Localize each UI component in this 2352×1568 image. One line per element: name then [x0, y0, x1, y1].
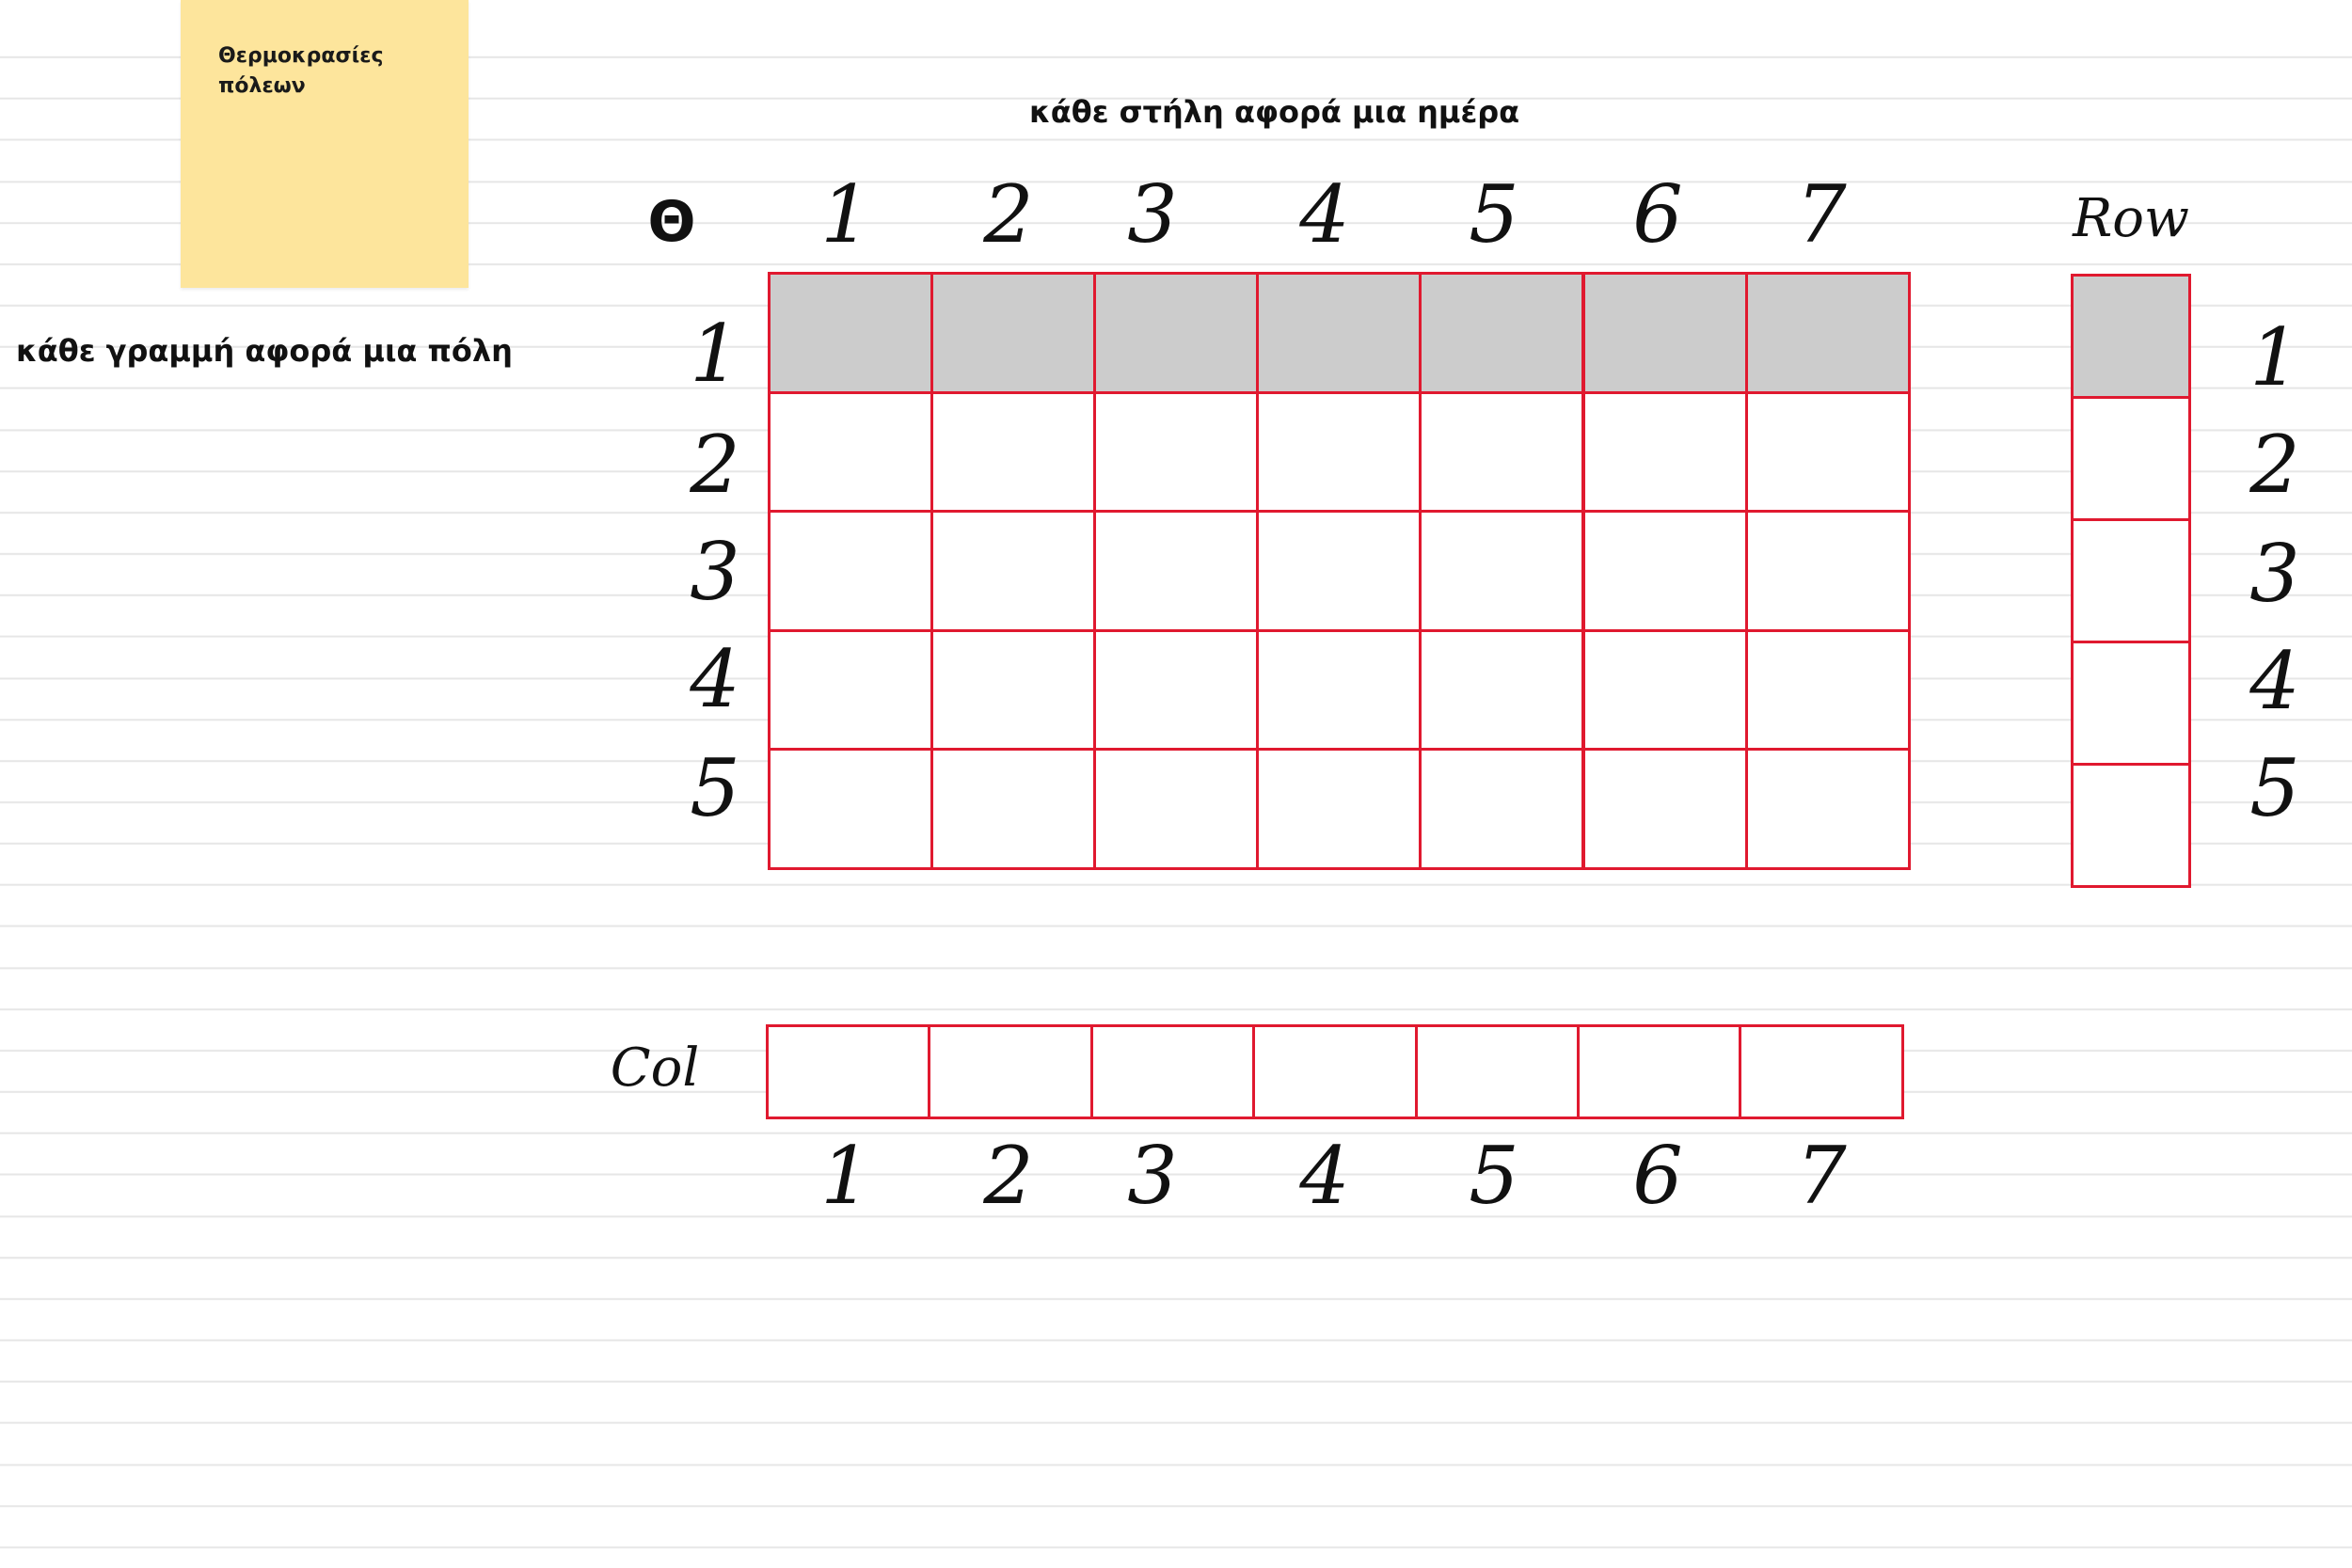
col-vector-number: 4 — [1299, 1130, 1350, 1222]
row-vector-number: 4 — [2249, 635, 2300, 727]
matrix-column-number: 3 — [1127, 168, 1178, 261]
row-vector-label: Row — [2073, 188, 2189, 249]
matrix-column-number: 4 — [1299, 168, 1350, 261]
matrix-cell-r4-c5[interactable] — [1419, 629, 1584, 752]
matrix-cell-r1-c5[interactable] — [1419, 272, 1584, 394]
matrix-cell-r3-c1[interactable] — [768, 510, 933, 632]
matrix-row-number: 4 — [690, 633, 740, 725]
matrix-cell-r3-c2[interactable] — [930, 510, 1096, 632]
matrix-row-number: 2 — [690, 419, 740, 511]
matrix-cell-r4-c3[interactable] — [1093, 629, 1259, 752]
col-vector-number: 3 — [1127, 1130, 1178, 1222]
matrix-column-number: 2 — [983, 168, 1034, 261]
col-vector-cell-2[interactable] — [928, 1024, 1092, 1119]
matrix-cell-r5-c4[interactable] — [1256, 748, 1422, 870]
matrix-cell-r3-c7[interactable] — [1745, 510, 1911, 632]
matrix-cell-r4-c6[interactable] — [1582, 629, 1748, 752]
row-vector-cell-4[interactable] — [2071, 641, 2191, 766]
matrix-cell-r3-c6[interactable] — [1582, 510, 1748, 632]
row-caption: κάθε γραμμή αφορά μια πόλη — [16, 333, 513, 369]
matrix-cell-r4-c7[interactable] — [1745, 629, 1911, 752]
matrix-cell-r2-c2[interactable] — [930, 391, 1096, 514]
col-vector-cell-6[interactable] — [1577, 1024, 1741, 1119]
matrix-cell-r1-c1[interactable] — [768, 272, 933, 394]
matrix-cell-r4-c2[interactable] — [930, 629, 1096, 752]
matrix-cell-r5-c1[interactable] — [768, 748, 933, 870]
matrix-cell-r2-c5[interactable] — [1419, 391, 1584, 514]
col-vector-number: 2 — [983, 1130, 1034, 1222]
row-vector-cell-2[interactable] — [2071, 396, 2191, 521]
matrix-cell-r4-c4[interactable] — [1256, 629, 1422, 752]
matrix-cell-r1-c3[interactable] — [1093, 272, 1259, 394]
col-vector-cell-5[interactable] — [1415, 1024, 1580, 1119]
matrix-cell-r5-c6[interactable] — [1582, 748, 1748, 870]
matrix-cell-r1-c2[interactable] — [930, 272, 1096, 394]
col-vector-number: 1 — [820, 1130, 871, 1222]
col-vector-cell-7[interactable] — [1739, 1024, 1903, 1119]
matrix-cell-r1-c7[interactable] — [1745, 272, 1911, 394]
sticky-note-text: Θερμοκρασίες πόλεων — [218, 44, 384, 98]
matrix-cell-r5-c7[interactable] — [1745, 748, 1911, 870]
matrix-cell-r5-c5[interactable] — [1419, 748, 1584, 870]
sticky-note[interactable] — [181, 0, 469, 288]
matrix-cell-r2-c3[interactable] — [1093, 391, 1259, 514]
col-vector-label: Col — [610, 1037, 700, 1099]
row-vector-number: 2 — [2249, 419, 2300, 511]
matrix-row-number: 1 — [690, 308, 740, 400]
matrix-cell-r4-c1[interactable] — [768, 629, 933, 752]
matrix-cell-r5-c2[interactable] — [930, 748, 1096, 870]
matrix-cell-r5-c3[interactable] — [1093, 748, 1259, 870]
col-vector-cell-4[interactable] — [1252, 1024, 1417, 1119]
col-vector-number: 7 — [1796, 1130, 1847, 1222]
col-vector-number: 6 — [1632, 1130, 1683, 1222]
row-vector-cell-5[interactable] — [2071, 763, 2191, 888]
col-vector-cell-3[interactable] — [1090, 1024, 1255, 1119]
col-vector-cell-1[interactable] — [766, 1024, 930, 1119]
matrix-cell-r3-c4[interactable] — [1256, 510, 1422, 632]
row-vector-number: 1 — [2249, 311, 2300, 404]
matrix-column-number: 1 — [820, 168, 871, 261]
row-vector-number: 5 — [2249, 742, 2300, 834]
matrix-cell-r2-c6[interactable] — [1582, 391, 1748, 514]
row-vector-cell-1[interactable] — [2071, 274, 2191, 399]
matrix-cell-r2-c4[interactable] — [1256, 391, 1422, 514]
column-caption: κάθε στήλη αφορά μια ημέρα — [1029, 94, 1520, 130]
matrix-column-number: 5 — [1469, 168, 1519, 261]
matrix-column-number: 7 — [1796, 168, 1847, 261]
row-vector-number: 3 — [2249, 528, 2300, 620]
col-vector-number: 5 — [1469, 1130, 1519, 1222]
matrix-cell-r2-c7[interactable] — [1745, 391, 1911, 514]
matrix-cell-r2-c1[interactable] — [768, 391, 933, 514]
matrix-row-number: 5 — [690, 742, 740, 834]
matrix-cell-r1-c4[interactable] — [1256, 272, 1422, 394]
matrix-cell-r3-c5[interactable] — [1419, 510, 1584, 632]
matrix-cell-r3-c3[interactable] — [1093, 510, 1259, 632]
matrix-column-number: 6 — [1632, 168, 1683, 261]
matrix-cell-r1-c6[interactable] — [1582, 272, 1748, 394]
row-vector-cell-3[interactable] — [2071, 518, 2191, 643]
matrix-row-number: 3 — [690, 526, 740, 618]
matrix-symbol: Θ — [647, 189, 696, 255]
